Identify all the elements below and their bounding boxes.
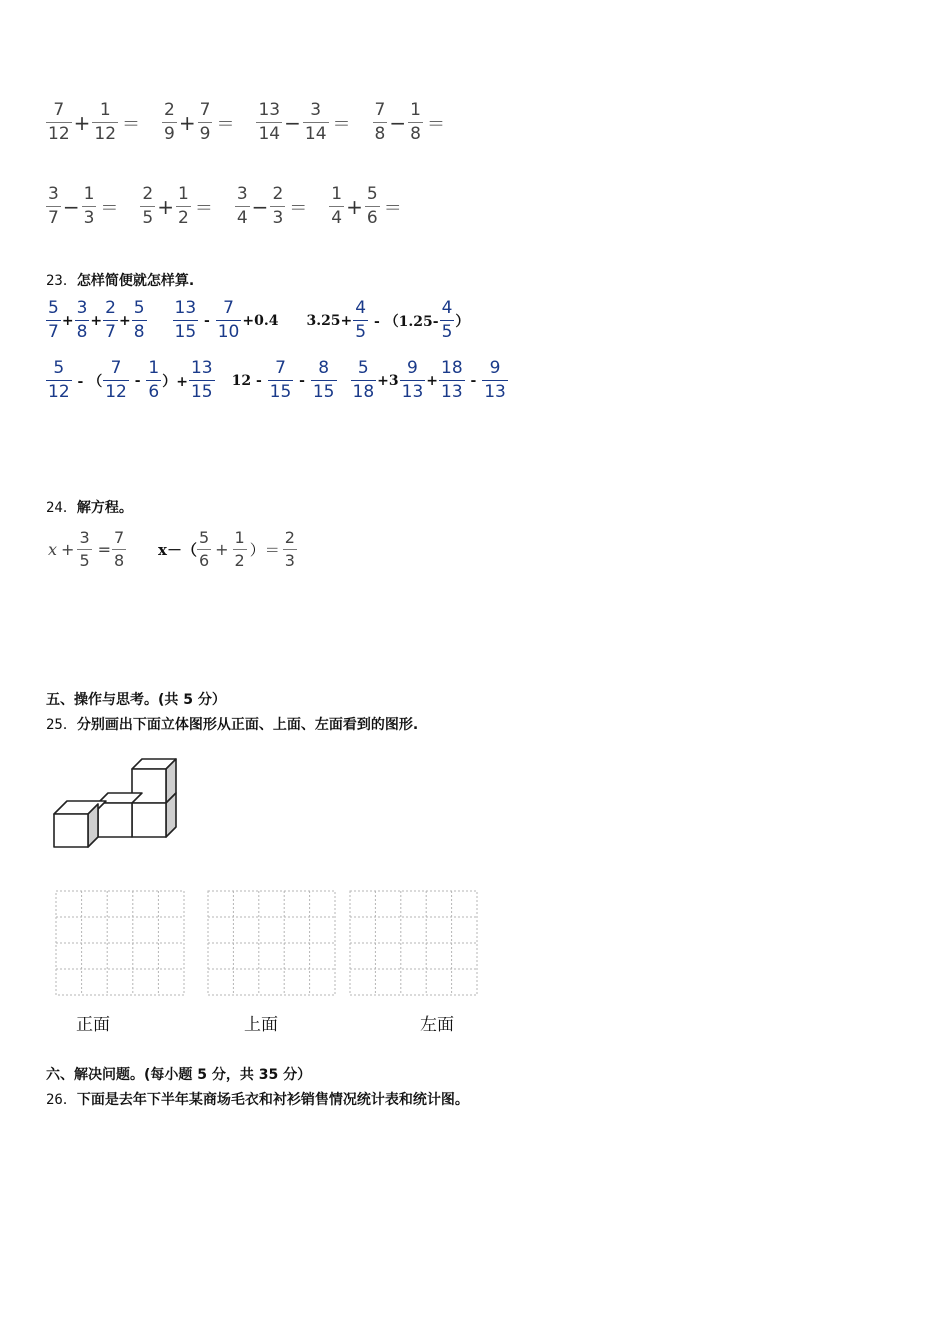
fraction: $\frac{1}{8}$ (410, 100, 421, 144)
question-number: 24． (46, 500, 77, 516)
section-5-heading: 五、操作与思考。(共 5 分） (46, 692, 226, 708)
fraction: $\frac{2}{3}$ (284, 528, 295, 570)
fraction: $\frac{7}{12}$ (48, 100, 70, 144)
label-left: 左面 (420, 1015, 454, 1035)
operator: − (62, 194, 80, 219)
expression-text: +3 (377, 372, 399, 389)
variable-x: x (48, 540, 58, 559)
grid-top-view[interactable] (207, 890, 337, 998)
fraction: $\frac{7}{8}$ (374, 100, 386, 144)
equals-sign: ＝ (289, 197, 308, 219)
fraction: $\frac{9}{13}$ (401, 358, 424, 402)
fraction: $\frac{3}{8}$ (76, 298, 88, 342)
operator: - (465, 372, 482, 389)
operator: - (294, 372, 310, 389)
question-text: 怎样简便就怎样算. (76, 273, 195, 289)
fraction: $\frac{13}{15}$ (190, 358, 213, 402)
expression-text: +0.4 (242, 312, 279, 329)
equals-sign: ＝ (122, 113, 141, 135)
fraction: $\frac{2}{7}$ (105, 298, 116, 342)
question-text: 下面是去年下半年某商场毛衣和衬衫销售情况统计表和统计图。 (76, 1092, 469, 1108)
fraction: $\frac{3}{5}$ (79, 528, 90, 570)
equals-sign: ＝ (383, 197, 402, 219)
equation-1 (48, 530, 126, 569)
question-23 (46, 270, 194, 290)
operator: + (426, 372, 438, 389)
equals-sign: = (97, 540, 112, 559)
fraction: $\frac{5}{7}$ (48, 298, 59, 342)
expression-text: ）＝ (249, 541, 280, 559)
operator: + (118, 312, 131, 329)
expression-text: 3.25+ (306, 312, 353, 329)
question-25 (46, 714, 418, 734)
fraction: $\frac{5}{12}$ (48, 358, 70, 402)
expression-text: 12 - (231, 372, 267, 389)
expression-text: ）+ (162, 373, 188, 390)
operator: + (73, 110, 91, 135)
calc-row-2 (46, 186, 424, 227)
fraction: $\frac{1}{2}$ (234, 528, 245, 570)
expression-text: x－（ (158, 541, 197, 559)
question-24 (46, 497, 133, 517)
operator: - (199, 312, 215, 329)
operator: - (129, 372, 146, 389)
equals-sign: ＝ (216, 113, 235, 135)
fraction: $\frac{2}{9}$ (164, 100, 175, 144)
fraction: $\frac{5}{6}$ (198, 528, 210, 570)
q23-row-2 (46, 360, 508, 401)
cube-front-face (132, 803, 166, 837)
fraction: $\frac{5}{8}$ (133, 298, 145, 342)
operator: + (61, 312, 74, 329)
equals-sign: ＝ (426, 113, 445, 135)
fraction: $\frac{1}{3}$ (83, 184, 95, 228)
cube-front-face (98, 803, 132, 837)
fraction: $\frac{8}{15}$ (312, 358, 335, 402)
fraction: $\frac{18}{13}$ (441, 358, 463, 402)
section-6-heading: 六、解决问题。(每小题 5 分，共 35 分） (46, 1067, 312, 1083)
question-26 (46, 1089, 469, 1109)
fraction: $\frac{13}{14}$ (258, 100, 281, 144)
q23-row-1 (46, 300, 470, 341)
fraction: $\frac{1}{6}$ (148, 358, 160, 402)
operator: + (90, 312, 103, 329)
expression-text: - （ (72, 373, 103, 390)
fraction: $\frac{7}{10}$ (217, 298, 240, 342)
grid-front-view[interactable] (55, 890, 187, 998)
fraction: $\frac{2}{5}$ (142, 184, 154, 228)
expression-text: - （1.25- (369, 313, 439, 330)
label-top: 上面 (244, 1015, 278, 1035)
calc-row-1 (46, 102, 467, 143)
equals-sign: ＝ (332, 113, 351, 135)
fraction: $\frac{4}{5}$ (355, 298, 367, 342)
fraction: $\frac{5}{6}$ (366, 184, 378, 228)
operator: − (251, 194, 269, 219)
grid-left-view[interactable] (349, 890, 479, 998)
fraction: $\frac{5}{18}$ (352, 358, 375, 402)
operator: + (178, 110, 196, 135)
operator: − (284, 110, 301, 135)
operator: − (389, 110, 407, 135)
equals-sign: ＝ (100, 197, 119, 219)
label-front: 正面 (76, 1015, 110, 1035)
fraction: $\frac{7}{12}$ (105, 358, 127, 402)
fraction: $\frac{13}{15}$ (174, 298, 197, 342)
fraction: $\frac{1}{2}$ (178, 184, 189, 228)
question-number: 26． (46, 1092, 77, 1108)
fraction: $\frac{3}{14}$ (304, 100, 327, 144)
cube-front-face (54, 814, 88, 847)
fraction: $\frac{1}{12}$ (94, 100, 117, 144)
equation-2 (158, 530, 297, 569)
fraction: $\frac{9}{13}$ (484, 358, 506, 402)
question-number: 23． (46, 273, 77, 289)
fraction: $\frac{7}{8}$ (114, 528, 125, 570)
operator: + (215, 540, 229, 559)
expression-text: ） (455, 313, 470, 330)
cube-stack-figure (48, 755, 180, 850)
fraction: $\frac{7}{9}$ (199, 100, 211, 144)
operator: + (346, 194, 363, 219)
equals-sign: ＝ (194, 197, 213, 219)
operator: + (157, 194, 175, 219)
question-text: 分别画出下面立体图形从正面、上面、左面看到的图形. (76, 717, 419, 733)
fraction: $\frac{2}{3}$ (272, 184, 284, 228)
question-number: 25． (46, 717, 77, 733)
question-text: 解方程。 (76, 500, 133, 516)
fraction: $\frac{4}{5}$ (441, 298, 453, 342)
operator: + (61, 540, 75, 559)
fraction: $\frac{3}{7}$ (48, 184, 59, 228)
fraction: $\frac{7}{15}$ (269, 358, 292, 402)
fraction: $\frac{1}{4}$ (331, 184, 343, 228)
fraction: $\frac{3}{4}$ (236, 184, 248, 228)
